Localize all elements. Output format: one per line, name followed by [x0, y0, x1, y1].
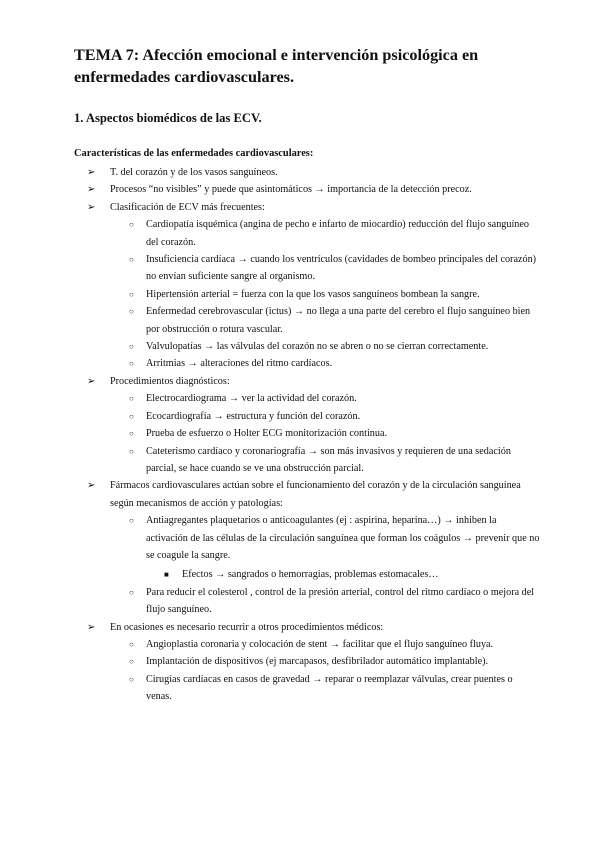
item-text: Cardiopatía isquémica (angina de pecho e infarto de miocardio) reducción del flujo sanguíneo del corazón. [146, 219, 530, 248]
sub-list-item [110, 338, 540, 355]
list-item [74, 199, 540, 373]
main-list [74, 164, 540, 706]
circle-bullet-icon: ○ [129, 657, 134, 667]
sub-list-item [110, 390, 540, 407]
subsection-heading: Características de las enfermedades cardiovasculares: [74, 148, 314, 159]
sub-list-item [110, 671, 540, 706]
sub-list-item [110, 408, 540, 425]
sub-list-item [110, 512, 540, 584]
sub-list-item [110, 286, 540, 303]
square-bullet-icon: ■ [164, 570, 169, 580]
circle-bullet-icon: ○ [129, 359, 134, 369]
item-text: Hipertensión arterial = fuerza con la que los vasos sanguíneos bombean la sangre. [146, 288, 480, 300]
circle-bullet-icon: ○ [129, 289, 134, 299]
arrow-bullet-icon: ➢ [87, 480, 96, 492]
circle-bullet-icon: ○ [129, 307, 134, 317]
item-text: Cateterismo cardíaco y coronariografía → son más invasivos y requieren de una sedación parcial, se hace cuando se ve una obstrucción parcial. [146, 445, 511, 474]
list-item [74, 164, 540, 181]
circle-bullet-icon: ○ [129, 220, 134, 230]
sub-list [110, 636, 540, 706]
item-text: Procesos “no visibles” y puede que asintomáticos → importancia de la detección precoz. [110, 184, 472, 196]
item-text: En ocasiones es necesario recurrir a otros procedimientos médicos: [110, 621, 384, 633]
item-text: Implantación de dispositivos (ej marcapasos, desfibrilador automático implantable). [146, 656, 489, 668]
page-title: TEMA 7: Afección emocional e intervención psicológica en enfermedades cardiovasculares. [74, 46, 479, 86]
list-item [74, 477, 540, 618]
item-text: Angioplastia coronaria y colocación de stent → facilitar que el flujo sanguíneo fluya. [146, 638, 494, 650]
item-text: T. del corazón y de los vasos sanguíneos. [110, 167, 278, 178]
item-text: Cirugías cardíacas en casos de gravedad → reparar o reemplazar válvulas, crear puentes o venas. [146, 673, 513, 703]
circle-bullet-icon: ○ [129, 446, 134, 456]
arrow-bullet-icon: ➢ [87, 621, 96, 633]
circle-bullet-icon: ○ [129, 342, 134, 352]
circle-bullet-icon: ○ [129, 639, 134, 649]
item-text: Enfermedad cerebrovascular (ictus) → no llega a una parte del cerebro el flujo sanguíneo bien por obstrucción o rotura vascular. [146, 306, 531, 335]
item-text: Ecocardiografía → estructura y función del corazón. [146, 410, 361, 422]
item-text: Efectos → sangrados o hemorragias, problemas estomacales… [182, 569, 439, 581]
arrow-bullet-icon: ➢ [87, 167, 96, 178]
item-text: Valvulopatías → las válvulas del corazón no se abren o no se cierran correctamente. [146, 341, 489, 353]
item-text: Procedimientos diagnósticos: [110, 375, 230, 387]
arrow-bullet-icon: ➢ [87, 375, 96, 387]
circle-bullet-icon: ○ [129, 674, 134, 684]
sub-list [110, 216, 540, 373]
item-text: Antiagregantes plaquetarios o anticoagulantes (ej : aspirina, heparina…) → inhiben la activación de las células de la circulación sanguínea que forman los coágulos → prevenir que no se coagule la sangre. [146, 515, 540, 561]
arrow-bullet-icon: ➢ [87, 201, 96, 213]
sub-list-item [110, 251, 540, 286]
sub-list-item [110, 216, 540, 251]
circle-bullet-icon: ○ [129, 429, 134, 439]
sub-sub-list-item [146, 566, 540, 583]
sub-list [110, 390, 540, 477]
sub-list-item [110, 636, 540, 653]
circle-bullet-icon: ○ [129, 255, 134, 265]
list-item [74, 619, 540, 706]
circle-bullet-icon: ○ [129, 394, 134, 404]
item-text: Para reducir el colesterol , control de la presión arterial, control del ritmo cardíaco o mejora del flujo sanguíneo. [146, 586, 535, 616]
sub-list [110, 512, 540, 618]
arrow-bullet-icon: ➢ [87, 184, 96, 196]
item-text: Fármacos cardiovasculares actúan sobre el funcionamiento del corazón y de la circulación sanguínea según mecanismos de acción y patologías: [110, 480, 521, 509]
section-heading: 1. Aspectos biomédicos de las ECV. [74, 111, 262, 125]
sub-list-item [110, 425, 540, 442]
circle-bullet-icon: ○ [129, 411, 134, 421]
circle-bullet-icon: ○ [129, 516, 134, 526]
list-item [74, 373, 540, 477]
sub-list-item [110, 584, 540, 619]
item-text: Arritmias → alteraciones del ritmo cardíacos. [146, 358, 333, 370]
sub-sub-list [146, 566, 540, 583]
item-text: Prueba de esfuerzo o Holter ECG monitorización continua. [146, 428, 388, 440]
sub-list-item [110, 303, 540, 338]
item-text: Electrocardiograma → ver la actividad del corazón. [146, 393, 357, 405]
sub-list-item [110, 653, 540, 670]
circle-bullet-icon: ○ [129, 587, 134, 597]
item-text: Clasificación de ECV más frecuentes: [110, 201, 265, 213]
list-item [74, 181, 540, 198]
sub-list-item [110, 443, 540, 478]
sub-list-item [110, 355, 540, 372]
item-text: Insuficiencia cardíaca → cuando los ventrículos (cavidades de bombeo principales del corazón) no envían suficiente sangre al organismo. [146, 254, 537, 283]
